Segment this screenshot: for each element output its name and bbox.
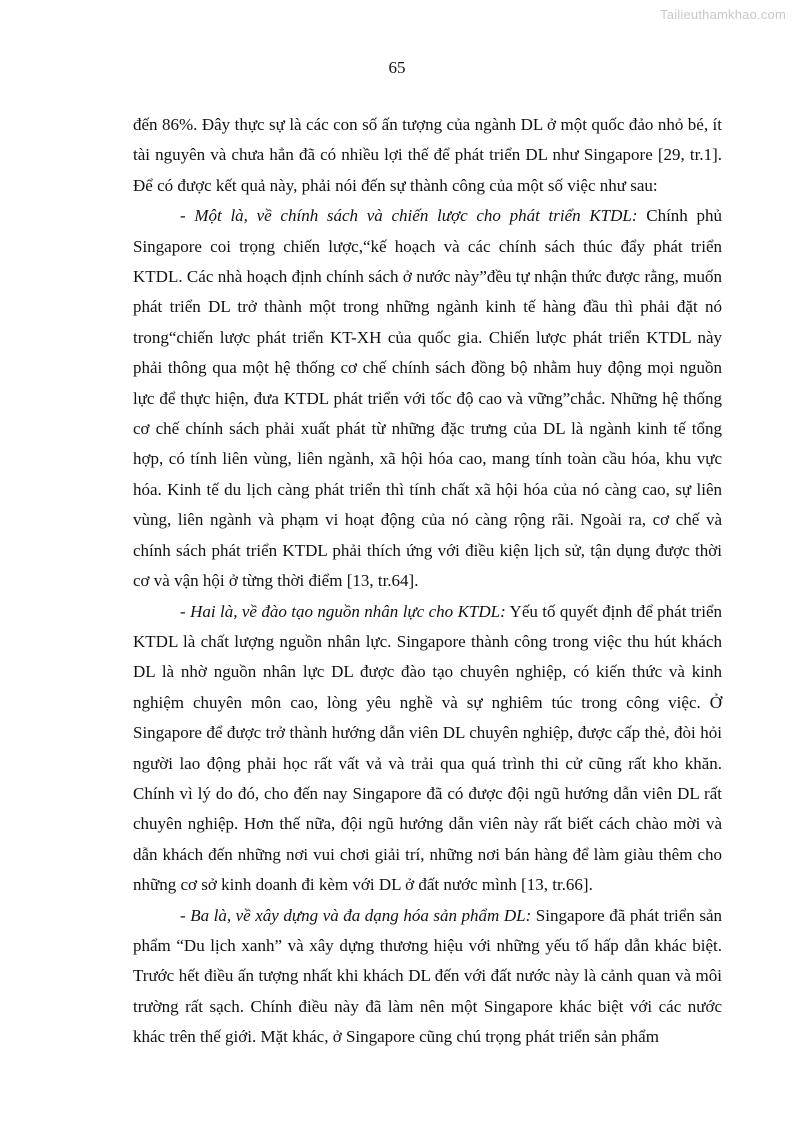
paragraph-products-heading: - Ba là, về xây dựng và đa dạng hóa sản phẩm DL: <box>180 905 532 925</box>
paragraph-policy-text: Chính phủ Singapore coi trọng chiến lược,“kế hoạch và các chính sách thúc đẩy phát triển KTDL. Các nhà hoạch định chính sách ở nước này”đều tự nhận thức được rằng, muốn phát triển DL trở thành một trong những ngành kinh tế hàng đầu thì phải đặt nó trong“chiến lược phát triển KT-XH của quốc gia. Chiến lược phát triển KTDL này phải thông qua một hệ thống cơ chế chính sách đồng bộ nhằm huy động mọi nguồn lực để thực hiện, đưa KTDL phát triển với tốc độ cao và vững”chắc. Những hệ thống cơ chế chính sách phải xuất phát từ những đặc trưng của DL là ngành kinh tế tổng hợp, có tính liên vùng, liên ngành, xã hội hóa cao, mang tính toàn cầu hóa, khu vực hóa. Kinh tế du lịch càng phát triển thì tính chất xã hội hóa của nó càng cao, sự liên vùng, liên ngành và phạm vi hoạt động của nó càng rộng rãi. Ngoài ra, cơ chế và chính sách phát triển KTDL phải thích ứng với điều kiện lịch sử, tận dụng được thời cơ và vận hội ở từng thời điểm [13, tr.64]. <box>133 206 723 591</box>
paragraph-training-heading: - Hai là, về đào tạo nguồn nhân lực cho KTDL: <box>180 601 506 621</box>
paragraph-products <box>133 901 722 1053</box>
paragraph-training <box>133 597 722 901</box>
paragraph-policy-heading: - Một là, về chính sách và chiến lược cho phát triển KTDL: <box>180 206 638 226</box>
paragraph-policy <box>133 201 722 596</box>
document-body <box>133 110 722 1053</box>
paragraph-intro: đến 86%. Đây thực sự là các con số ấn tượng của ngành DL ở một quốc đảo nhỏ bé, ít tài nguyên và chưa hẳn đã có nhiều lợi thế để phát triển DL như Singapore [29, tr.1]. Để có được kết quả này, phải nói đến sự thành công của một số việc như sau: <box>133 115 722 195</box>
paragraph-training-text: Yếu tố quyết định để phát triển KTDL là chất lượng nguồn nhân lực. Singapore thành công trong việc thu hút khách DL là nhờ nguồn nhân lực DL được đào tạo chuyên nghiệp, có kiến thức và kinh nghiệm chuyên môn cao, lòng yêu nghề và sự nghiêm túc trong công việc. Ở Singapore để được trở thành hướng dẫn viên DL chuyên nghiệp, được cấp thẻ, đòi hỏi người lao động phải học rất vất vả và trải qua quá trình thi cử cũng rất kho khăn. Chính vì lý do đó, cho đến nay Singapore đã có được đội ngũ hướng dẫn viên DL rất chuyên nghiệp. Hơn thế nữa, đội ngũ hướng dẫn viên này rất biết cách chào mời và dẫn khách đến những nơi vui chơi giải trí, những nơi bán hàng để làm giàu thêm cho những cơ sở kinh doanh đi kèm với DL ở đất nước mình [13, tr.66]. <box>133 601 722 895</box>
watermark: Tailieuthamkhao.com <box>660 7 786 22</box>
paragraph-products-text: Singapore đã phát triển sản phẩm “Du lịch xanh” và xây dựng thương hiệu với những yếu tố hấp dẫn khác biệt. Trước hết điều ấn tượng nhất khi khách DL đến với đất nước này là cảnh quan và môi trường rất sạch. Chính điều này đã làm nên một Singapore khác biệt với các nước khác trên thế giới. Mặt khác, ở Singapore cũng chú trọng phát triển sản phẩm <box>133 905 722 1047</box>
page-number: 65 <box>388 58 406 77</box>
